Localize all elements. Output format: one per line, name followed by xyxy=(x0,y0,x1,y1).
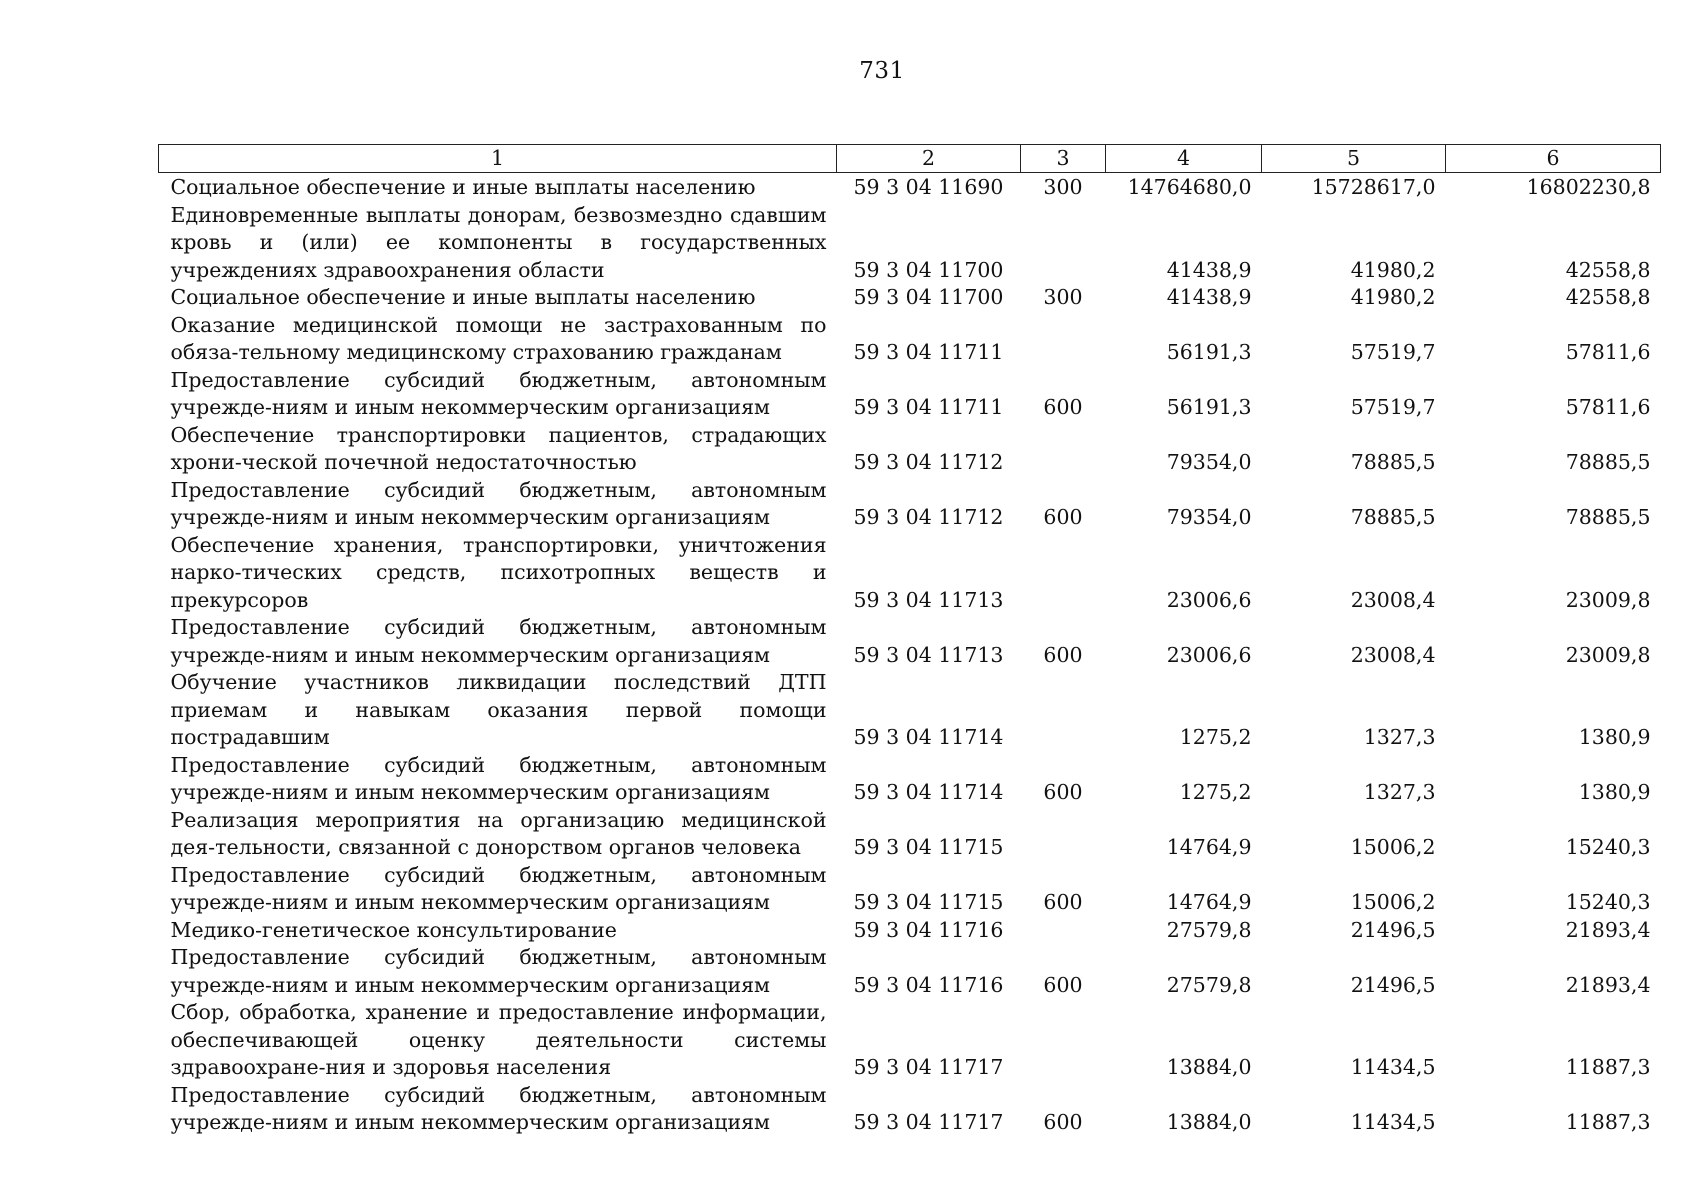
column-header: 6 xyxy=(1446,145,1661,173)
amount-col-6: 57811,6 xyxy=(1565,395,1651,419)
target-code: 59 3 04 11711 xyxy=(853,395,1004,419)
amount-col-5: 15006,2 xyxy=(1350,890,1436,914)
amount-col-5: 15006,2 xyxy=(1350,835,1436,859)
amount-col-4: 56191,3 xyxy=(1166,395,1252,419)
expense-type xyxy=(1021,532,1106,615)
amount-col-4: 56191,3 xyxy=(1166,340,1252,364)
amount-col-6: 11887,3 xyxy=(1565,1055,1651,1079)
target-code: 59 3 04 11712 xyxy=(853,505,1004,529)
column-header: 5 xyxy=(1262,145,1446,173)
table-row xyxy=(159,202,1661,285)
target-code: 59 3 04 11715 xyxy=(853,890,1004,914)
expense-type: 600 xyxy=(1043,972,1083,997)
target-code: 59 3 04 11711 xyxy=(853,340,1004,364)
expense-type: 300 xyxy=(1043,175,1083,199)
item-name: Предоставление субсидий бюджетным, автономным учрежде-ниям и иным некоммерческим организациям xyxy=(170,367,827,419)
expense-type xyxy=(1021,669,1106,752)
item-name: Социальное обеспечение и иные выплаты населению xyxy=(170,285,756,309)
item-name: Оказание медицинской помощи не застрахованным по обяза-тельному медицинскому страхованию гражданам xyxy=(170,312,827,364)
amount-col-4: 1275,2 xyxy=(1179,725,1252,749)
target-code: 59 3 04 11700 xyxy=(853,285,1004,309)
amount-col-5: 1327,3 xyxy=(1363,780,1436,804)
table-row xyxy=(159,614,1661,669)
amount-col-4: 23006,6 xyxy=(1166,587,1252,612)
item-name: Медико-генетическое консультирование xyxy=(170,917,617,942)
expense-type xyxy=(1021,422,1106,477)
target-code: 59 3 04 11712 xyxy=(853,450,1004,474)
amount-col-4: 27579,8 xyxy=(1166,972,1252,997)
table-header-row xyxy=(159,145,1661,173)
item-name: Предоставление субсидий бюджетным, автономным учрежде-ниям и иным некоммерческим организациям xyxy=(170,862,827,914)
target-code: 59 3 04 11713 xyxy=(853,642,1004,667)
table-row xyxy=(159,532,1661,615)
item-name: Предоставление субсидий бюджетным, автономным учрежде-ниям и иным некоммерческим организациям xyxy=(170,752,827,804)
table-row xyxy=(159,1082,1661,1137)
amount-col-6: 42558,8 xyxy=(1565,285,1651,309)
amount-col-6: 78885,5 xyxy=(1565,505,1651,529)
amount-col-5: 57519,7 xyxy=(1350,395,1436,419)
amount-col-4: 23006,6 xyxy=(1166,642,1252,667)
item-name: Предоставление субсидий бюджетным, автономным учрежде-ниям и иным некоммерческим организациям xyxy=(170,477,827,529)
amount-col-4: 13884,0 xyxy=(1166,1055,1252,1079)
column-header: 3 xyxy=(1021,145,1106,173)
target-code: 59 3 04 11714 xyxy=(853,725,1004,749)
item-name: Сбор, обработка, хранение и предоставление информации, обеспечивающей оценку деятельности системы здравоохране-ния и здоровья населения xyxy=(170,1000,827,1079)
table-row xyxy=(159,917,1661,945)
item-name: Предоставление субсидий бюджетным, автономным учрежде-ниям и иным некоммерческим организациям xyxy=(170,1082,827,1134)
target-code: 59 3 04 11717 xyxy=(853,1110,1004,1134)
amount-col-5: 11434,5 xyxy=(1350,1055,1436,1079)
expense-type: 600 xyxy=(1043,890,1083,914)
amount-col-5: 41980,2 xyxy=(1350,285,1436,309)
target-code: 59 3 04 11700 xyxy=(853,257,1004,282)
table-row xyxy=(159,807,1661,862)
amount-col-5: 23008,4 xyxy=(1350,642,1436,667)
table-row xyxy=(159,862,1661,917)
target-code: 59 3 04 11716 xyxy=(853,917,1004,942)
amount-col-6: 16802230,8 xyxy=(1526,175,1651,199)
expense-type: 600 xyxy=(1043,1110,1083,1134)
table-row xyxy=(159,284,1661,312)
item-name: Обеспечение хранения, транспортировки, уничтожения нарко-тических средств, психотропных веществ и прекурсоров xyxy=(170,532,827,612)
amount-col-4: 27579,8 xyxy=(1166,917,1252,942)
amount-col-5: 21496,5 xyxy=(1350,972,1436,997)
amount-col-5: 21496,5 xyxy=(1350,917,1436,942)
table-row xyxy=(159,422,1661,477)
expense-type xyxy=(1021,999,1106,1082)
table-row xyxy=(159,312,1661,367)
table-row xyxy=(159,999,1661,1082)
amount-col-4: 14764,9 xyxy=(1166,890,1252,914)
column-header: 2 xyxy=(837,145,1021,173)
amount-col-4: 1275,2 xyxy=(1179,780,1252,804)
amount-col-5: 57519,7 xyxy=(1350,340,1436,364)
amount-col-6: 1380,9 xyxy=(1578,780,1651,804)
expense-type: 600 xyxy=(1043,780,1083,804)
amount-col-6: 1380,9 xyxy=(1578,725,1651,749)
expense-type: 600 xyxy=(1043,505,1083,529)
target-code: 59 3 04 11716 xyxy=(853,972,1004,997)
table-row xyxy=(159,944,1661,999)
amount-col-4: 41438,9 xyxy=(1166,257,1252,282)
expense-type xyxy=(1021,202,1106,285)
target-code: 59 3 04 11717 xyxy=(853,1055,1004,1079)
target-code: 59 3 04 11713 xyxy=(853,587,1004,612)
amount-col-5: 1327,3 xyxy=(1363,725,1436,749)
target-code: 59 3 04 11690 xyxy=(853,175,1004,199)
amount-col-5: 41980,2 xyxy=(1350,257,1436,282)
amount-col-6: 23009,8 xyxy=(1565,642,1651,667)
expense-type xyxy=(1021,312,1106,367)
amount-col-5: 11434,5 xyxy=(1350,1110,1436,1134)
column-header: 4 xyxy=(1106,145,1262,173)
amount-col-6: 15240,3 xyxy=(1565,890,1651,914)
table-row xyxy=(159,669,1661,752)
target-code: 59 3 04 11714 xyxy=(853,780,1004,804)
budget-table xyxy=(158,144,1661,1137)
table-row xyxy=(159,752,1661,807)
expense-type: 300 xyxy=(1043,285,1083,309)
amount-col-6: 21893,4 xyxy=(1565,917,1651,942)
item-name: Обучение участников ликвидации последствий ДТП приемам и навыкам оказания первой помощи пострадавшим xyxy=(170,670,827,749)
expense-type xyxy=(1021,807,1106,862)
table-row xyxy=(159,477,1661,532)
amount-col-4: 79354,0 xyxy=(1166,505,1252,529)
amount-col-6: 23009,8 xyxy=(1565,587,1651,612)
amount-col-6: 42558,8 xyxy=(1565,257,1651,282)
table-row xyxy=(159,173,1661,202)
amount-col-6: 21893,4 xyxy=(1565,972,1651,997)
expense-type: 600 xyxy=(1043,642,1083,667)
item-name: Предоставление субсидий бюджетным, автономным учрежде-ниям и иным некоммерческим организациям xyxy=(170,945,827,997)
amount-col-4: 41438,9 xyxy=(1166,285,1252,309)
column-header: 1 xyxy=(159,145,837,173)
amount-col-5: 15728617,0 xyxy=(1311,175,1436,199)
amount-col-5: 78885,5 xyxy=(1350,450,1436,474)
amount-col-6: 57811,6 xyxy=(1565,340,1651,364)
amount-col-5: 78885,5 xyxy=(1350,505,1436,529)
item-name: Реализация мероприятия на организацию медицинской дея-тельности, связанной с донорством органов человека xyxy=(170,807,827,859)
item-name: Единовременные выплаты донорам, безвозмездно сдавшим кровь и (или) ее компоненты в государственных учреждениях здравоохранения области xyxy=(170,202,827,282)
amount-col-4: 13884,0 xyxy=(1166,1110,1252,1134)
target-code: 59 3 04 11715 xyxy=(853,835,1004,859)
amount-col-6: 11887,3 xyxy=(1565,1110,1651,1134)
item-name: Социальное обеспечение и иные выплаты населению xyxy=(170,175,756,199)
amount-col-4: 14764680,0 xyxy=(1127,175,1252,199)
amount-col-5: 23008,4 xyxy=(1350,587,1436,612)
amount-col-6: 15240,3 xyxy=(1565,835,1651,859)
page-number: 731 xyxy=(859,58,905,84)
expense-type: 600 xyxy=(1043,395,1083,419)
item-name: Обеспечение транспортировки пациентов, страдающих хрони-ческой почечной недостаточностью xyxy=(170,422,827,474)
table-row xyxy=(159,367,1661,422)
item-name: Предоставление субсидий бюджетным, автономным учрежде-ниям и иным некоммерческим организациям xyxy=(170,615,827,667)
amount-col-6: 78885,5 xyxy=(1565,450,1651,474)
expense-type xyxy=(1021,917,1106,945)
amount-col-4: 79354,0 xyxy=(1166,450,1252,474)
amount-col-4: 14764,9 xyxy=(1166,835,1252,859)
